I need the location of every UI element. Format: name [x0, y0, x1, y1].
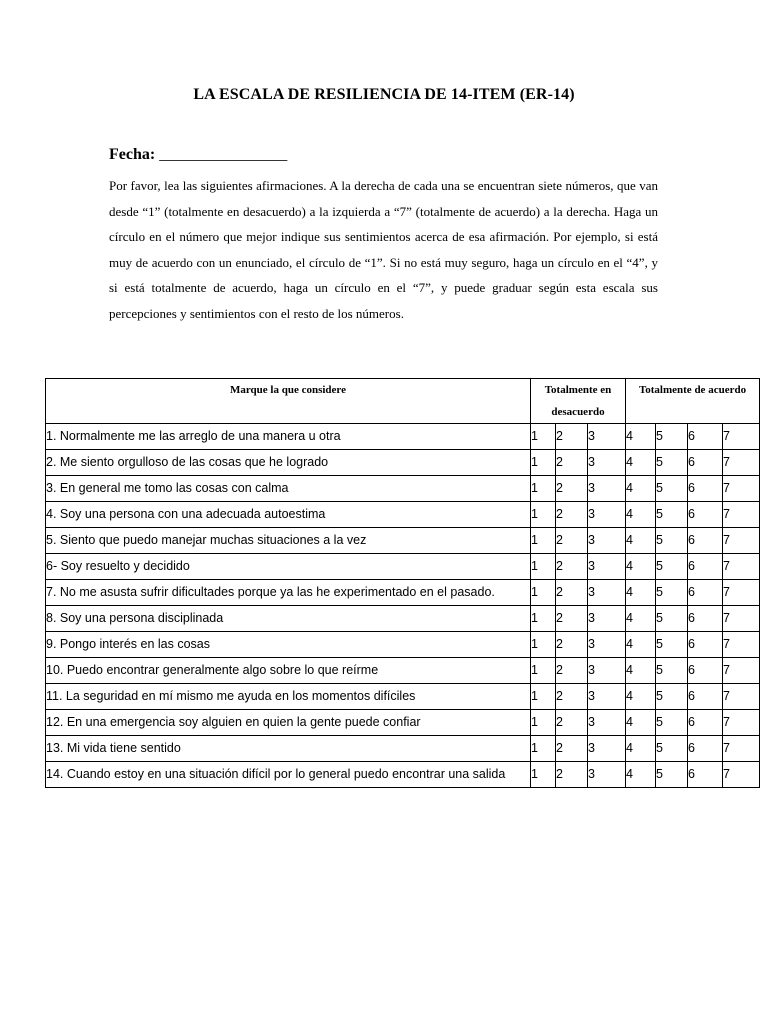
scale-option-2[interactable]: 2 — [556, 554, 588, 580]
item-statement: 14. Cuando estoy en una situación difícil por lo general puedo encontrar una salida — [46, 762, 531, 788]
scale-option-5[interactable]: 5 — [656, 580, 688, 606]
scale-option-3[interactable]: 3 — [588, 606, 626, 632]
scale-option-6[interactable]: 6 — [688, 606, 723, 632]
scale-option-2[interactable]: 2 — [556, 606, 588, 632]
table-row — [46, 606, 760, 632]
scale-option-4[interactable]: 4 — [626, 606, 656, 632]
scale-option-1[interactable]: 1 — [531, 658, 556, 684]
scale-option-6[interactable]: 6 — [688, 554, 723, 580]
scale-option-4[interactable]: 4 — [626, 528, 656, 554]
scale-option-2[interactable]: 2 — [556, 424, 588, 450]
scale-option-3[interactable]: 3 — [588, 424, 626, 450]
scale-option-7[interactable]: 7 — [723, 632, 760, 658]
scale-option-2[interactable]: 2 — [556, 450, 588, 476]
scale-option-7[interactable]: 7 — [723, 476, 760, 502]
scale-option-7[interactable]: 7 — [723, 684, 760, 710]
item-statement: 3. En general me tomo las cosas con calma — [46, 476, 531, 502]
scale-option-7[interactable]: 7 — [723, 424, 760, 450]
item-statement: 12. En una emergencia soy alguien en quien la gente puede confiar — [46, 710, 531, 736]
scale-option-2[interactable]: 2 — [556, 476, 588, 502]
scale-option-5[interactable]: 5 — [656, 424, 688, 450]
scale-option-3[interactable]: 3 — [588, 580, 626, 606]
scale-option-5[interactable]: 5 — [656, 502, 688, 528]
date-label: Fecha: — [109, 146, 156, 163]
scale-option-1[interactable]: 1 — [531, 710, 556, 736]
scale-option-1[interactable]: 1 — [531, 606, 556, 632]
resilience-scale-table — [45, 378, 760, 788]
table-row — [46, 762, 760, 788]
scale-option-7[interactable]: 7 — [723, 736, 760, 762]
scale-option-6[interactable]: 6 — [688, 762, 723, 788]
scale-option-2[interactable]: 2 — [556, 580, 588, 606]
scale-option-3[interactable]: 3 — [588, 762, 626, 788]
scale-option-4[interactable]: 4 — [626, 684, 656, 710]
scale-option-1[interactable]: 1 — [531, 476, 556, 502]
table-row — [46, 658, 760, 684]
scale-option-2[interactable]: 2 — [556, 658, 588, 684]
scale-option-1[interactable]: 1 — [531, 580, 556, 606]
scale-option-3[interactable]: 3 — [588, 736, 626, 762]
scale-option-4[interactable]: 4 — [626, 736, 656, 762]
scale-option-2[interactable]: 2 — [556, 632, 588, 658]
scale-option-6[interactable]: 6 — [688, 580, 723, 606]
scale-option-7[interactable]: 7 — [723, 528, 760, 554]
item-statement: 6- Soy resuelto y decidido — [46, 554, 531, 580]
scale-option-4[interactable]: 4 — [626, 476, 656, 502]
scale-option-5[interactable]: 5 — [656, 710, 688, 736]
page-title: LA ESCALA DE RESILIENCIA DE 14-ITEM (ER-14) — [193, 86, 575, 103]
table-row — [46, 580, 760, 606]
scale-option-3[interactable]: 3 — [588, 684, 626, 710]
scale-option-1[interactable]: 1 — [531, 502, 556, 528]
scale-option-7[interactable]: 7 — [723, 554, 760, 580]
scale-option-5[interactable]: 5 — [656, 684, 688, 710]
item-statement: 11. La seguridad en mí mismo me ayuda en los momentos difíciles — [46, 684, 531, 710]
scale-option-2[interactable]: 2 — [556, 684, 588, 710]
table-row — [46, 710, 760, 736]
scale-option-5[interactable]: 5 — [656, 736, 688, 762]
scale-option-6[interactable]: 6 — [688, 710, 723, 736]
scale-option-3[interactable]: 3 — [588, 502, 626, 528]
table-row — [46, 554, 760, 580]
scale-option-1[interactable]: 1 — [531, 528, 556, 554]
scale-option-5[interactable]: 5 — [656, 762, 688, 788]
scale-option-7[interactable]: 7 — [723, 762, 760, 788]
scale-option-4[interactable]: 4 — [626, 632, 656, 658]
date-field — [109, 146, 287, 164]
scale-option-6[interactable]: 6 — [688, 736, 723, 762]
scale-option-5[interactable]: 5 — [656, 632, 688, 658]
scale-option-3[interactable]: 3 — [588, 658, 626, 684]
scale-option-7[interactable]: 7 — [723, 658, 760, 684]
item-statement: 1. Normalmente me las arreglo de una manera u otra — [46, 424, 531, 450]
scale-option-6[interactable]: 6 — [688, 528, 723, 554]
scale-option-3[interactable]: 3 — [588, 632, 626, 658]
table-row — [46, 528, 760, 554]
instructions-paragraph: Por favor, lea las siguientes afirmaciones. A la derecha de cada una se encuentran siete números, que van desde “1” (totalmente en desacuerdo) a la izquierda a “7” (totalmente de acuerdo) a la derecha. Haga un círculo en el número que mejor indique sus sentimientos acerca de esa afirmación. Por ejemplo, si está muy de acuerdo con un enunciado, el círculo de “1”. Si no está muy seguro, haga un círculo en el “4”, y si está totalmente de acuerdo, haga un círculo en el “7”, y puede graduar según esta escala sus percepciones y sentimientos con el resto de los números. — [109, 178, 658, 321]
item-statement: 4. Soy una persona con una adecuada autoestima — [46, 502, 531, 528]
scale-option-6[interactable]: 6 — [688, 450, 723, 476]
scale-option-5[interactable]: 5 — [656, 554, 688, 580]
item-statement: 7. No me asusta sufrir dificultades porque ya las he experimentado en el pasado. — [46, 580, 531, 606]
header-disagree: Totalmente en desacuerdo — [531, 379, 626, 424]
table-row — [46, 502, 760, 528]
scale-option-2[interactable]: 2 — [556, 710, 588, 736]
item-statement: 2. Me siento orgulloso de las cosas que he logrado — [46, 450, 531, 476]
scale-option-2[interactable]: 2 — [556, 736, 588, 762]
scale-option-1[interactable]: 1 — [531, 736, 556, 762]
scale-option-3[interactable]: 3 — [588, 528, 626, 554]
scale-option-2[interactable]: 2 — [556, 502, 588, 528]
header-item-column: Marque la que considere — [46, 379, 531, 424]
scale-option-7[interactable]: 7 — [723, 710, 760, 736]
scale-option-3[interactable]: 3 — [588, 450, 626, 476]
scale-option-4[interactable]: 4 — [626, 502, 656, 528]
table-row — [46, 450, 760, 476]
scale-option-2[interactable]: 2 — [556, 762, 588, 788]
scale-option-5[interactable]: 5 — [656, 606, 688, 632]
scale-option-4[interactable]: 4 — [626, 710, 656, 736]
scale-option-5[interactable]: 5 — [656, 450, 688, 476]
table-row — [46, 476, 760, 502]
scale-option-5[interactable]: 5 — [656, 658, 688, 684]
scale-option-7[interactable]: 7 — [723, 502, 760, 528]
scale-option-3[interactable]: 3 — [588, 710, 626, 736]
scale-option-7[interactable]: 7 — [723, 450, 760, 476]
scale-option-6[interactable]: 6 — [688, 632, 723, 658]
header-agree: Totalmente de acuerdo — [626, 379, 760, 424]
scale-option-5[interactable]: 5 — [656, 476, 688, 502]
scale-option-4[interactable]: 4 — [626, 762, 656, 788]
item-statement: 8. Soy una persona disciplinada — [46, 606, 531, 632]
table-row — [46, 684, 760, 710]
scale-option-6[interactable]: 6 — [688, 502, 723, 528]
item-statement: 10. Puedo encontrar generalmente algo sobre lo que reírme — [46, 658, 531, 684]
scale-option-1[interactable]: 1 — [531, 762, 556, 788]
scale-option-2[interactable]: 2 — [556, 528, 588, 554]
scale-option-7[interactable]: 7 — [723, 580, 760, 606]
scale-option-5[interactable]: 5 — [656, 528, 688, 554]
scale-option-3[interactable]: 3 — [588, 554, 626, 580]
date-blank-line: ________________ — [159, 146, 288, 163]
scale-option-1[interactable]: 1 — [531, 424, 556, 450]
scale-option-1[interactable]: 1 — [531, 450, 556, 476]
scale-option-6[interactable]: 6 — [688, 476, 723, 502]
scale-option-3[interactable]: 3 — [588, 476, 626, 502]
table-row — [46, 632, 760, 658]
item-statement: 9. Pongo interés en las cosas — [46, 632, 531, 658]
scale-option-7[interactable]: 7 — [723, 606, 760, 632]
scale-option-6[interactable]: 6 — [688, 658, 723, 684]
scale-option-1[interactable]: 1 — [531, 554, 556, 580]
item-statement: 5. Siento que puedo manejar muchas situaciones a la vez — [46, 528, 531, 554]
scale-option-6[interactable]: 6 — [688, 424, 723, 450]
table-header-row — [46, 379, 760, 424]
table-row — [46, 736, 760, 762]
scale-option-4[interactable]: 4 — [626, 424, 656, 450]
scale-option-4[interactable]: 4 — [626, 580, 656, 606]
scale-option-6[interactable]: 6 — [688, 684, 723, 710]
table-row — [46, 424, 760, 450]
scale-option-4[interactable]: 4 — [626, 450, 656, 476]
scale-option-1[interactable]: 1 — [531, 684, 556, 710]
scale-option-1[interactable]: 1 — [531, 632, 556, 658]
item-statement: 13. Mi vida tiene sentido — [46, 736, 531, 762]
scale-option-4[interactable]: 4 — [626, 658, 656, 684]
scale-option-4[interactable]: 4 — [626, 554, 656, 580]
